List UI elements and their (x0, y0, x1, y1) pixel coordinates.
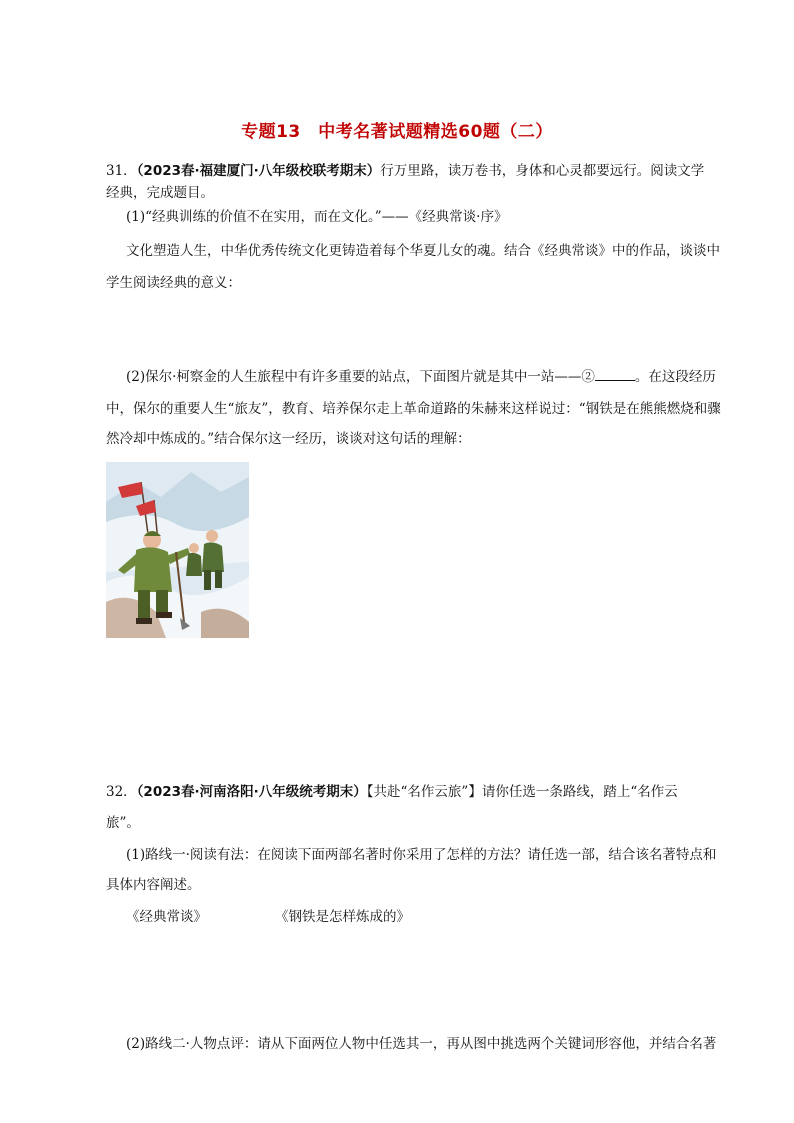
q31-header (106, 160, 726, 182)
q31-intro-cont: 经典，完成题目。 (106, 185, 214, 201)
q32-part2-text: (2)路线二·人物点评：请从下面两位人物中任选其一，再从图中挑选两个关键词形容他，并结合名著 (126, 1036, 717, 1052)
q31-intro: 行万里路，读万卷书，身体和心灵都要远行。阅读文学 (380, 163, 705, 179)
q31-part2-text: (2)保尔·柯察金的人生旅程中有许多重要的站点，下面图片就是其中一站——② 。在这段经历 (126, 366, 746, 388)
q31-number: 31． (106, 163, 137, 179)
q32-source: （2023春·河南洛阳·八年级统考期末） (136, 784, 367, 800)
q32-part1-text: (1)路线一·阅读有法：在阅读下面两部名著时你采用了怎样的方法？请任选一部，结合该名著特点和 (126, 847, 717, 863)
q32-header (106, 781, 726, 803)
book-option-b: 《钢铁是怎样炼成的》 (275, 909, 410, 925)
q31-source: （2023春·福建厦门·八年级校联考期末） (136, 163, 381, 179)
q32-number: 32． (106, 784, 137, 800)
book-option-a: 《经典常谈》 (126, 909, 207, 925)
answer-blank[interactable] (595, 366, 635, 381)
q32-book-options (126, 906, 746, 928)
q32-part1-text-cont: 具体内容阐述。 (106, 877, 201, 893)
q32-intro: 【共赴“名作云旅”】请你任选一条路线，踏上“名作云 (366, 784, 678, 800)
q31-part2-text-cont2: 然冷却中炼成的。”结合保尔这一经历，谈谈对这句话的理解： (106, 431, 471, 447)
snow-march-illustration (106, 462, 249, 638)
q31-part1-text-cont: 学生阅读经典的意义： (106, 275, 241, 291)
q31-part2-text-cont: 中，保尔的重要人生“旅友”，教育、培养保尔走上革命道路的朱赫来这样说过：“钢铁是在熊熊燃烧和骤 (106, 401, 721, 417)
q31-part1-quote: (1)“经典训练的价值不在实用，而在文化。”——《经典常谈·序》 (126, 209, 508, 225)
q32-intro-cont: 旅”。 (106, 815, 140, 831)
q31-part1-text: 文化塑造人生，中华优秀传统文化更铸造着每个华夏儿女的魂。结合《经典常谈》中的作品，谈谈中 (126, 243, 720, 259)
page-title: 专题13 中考名著试题精选60题（二） (241, 122, 553, 142)
